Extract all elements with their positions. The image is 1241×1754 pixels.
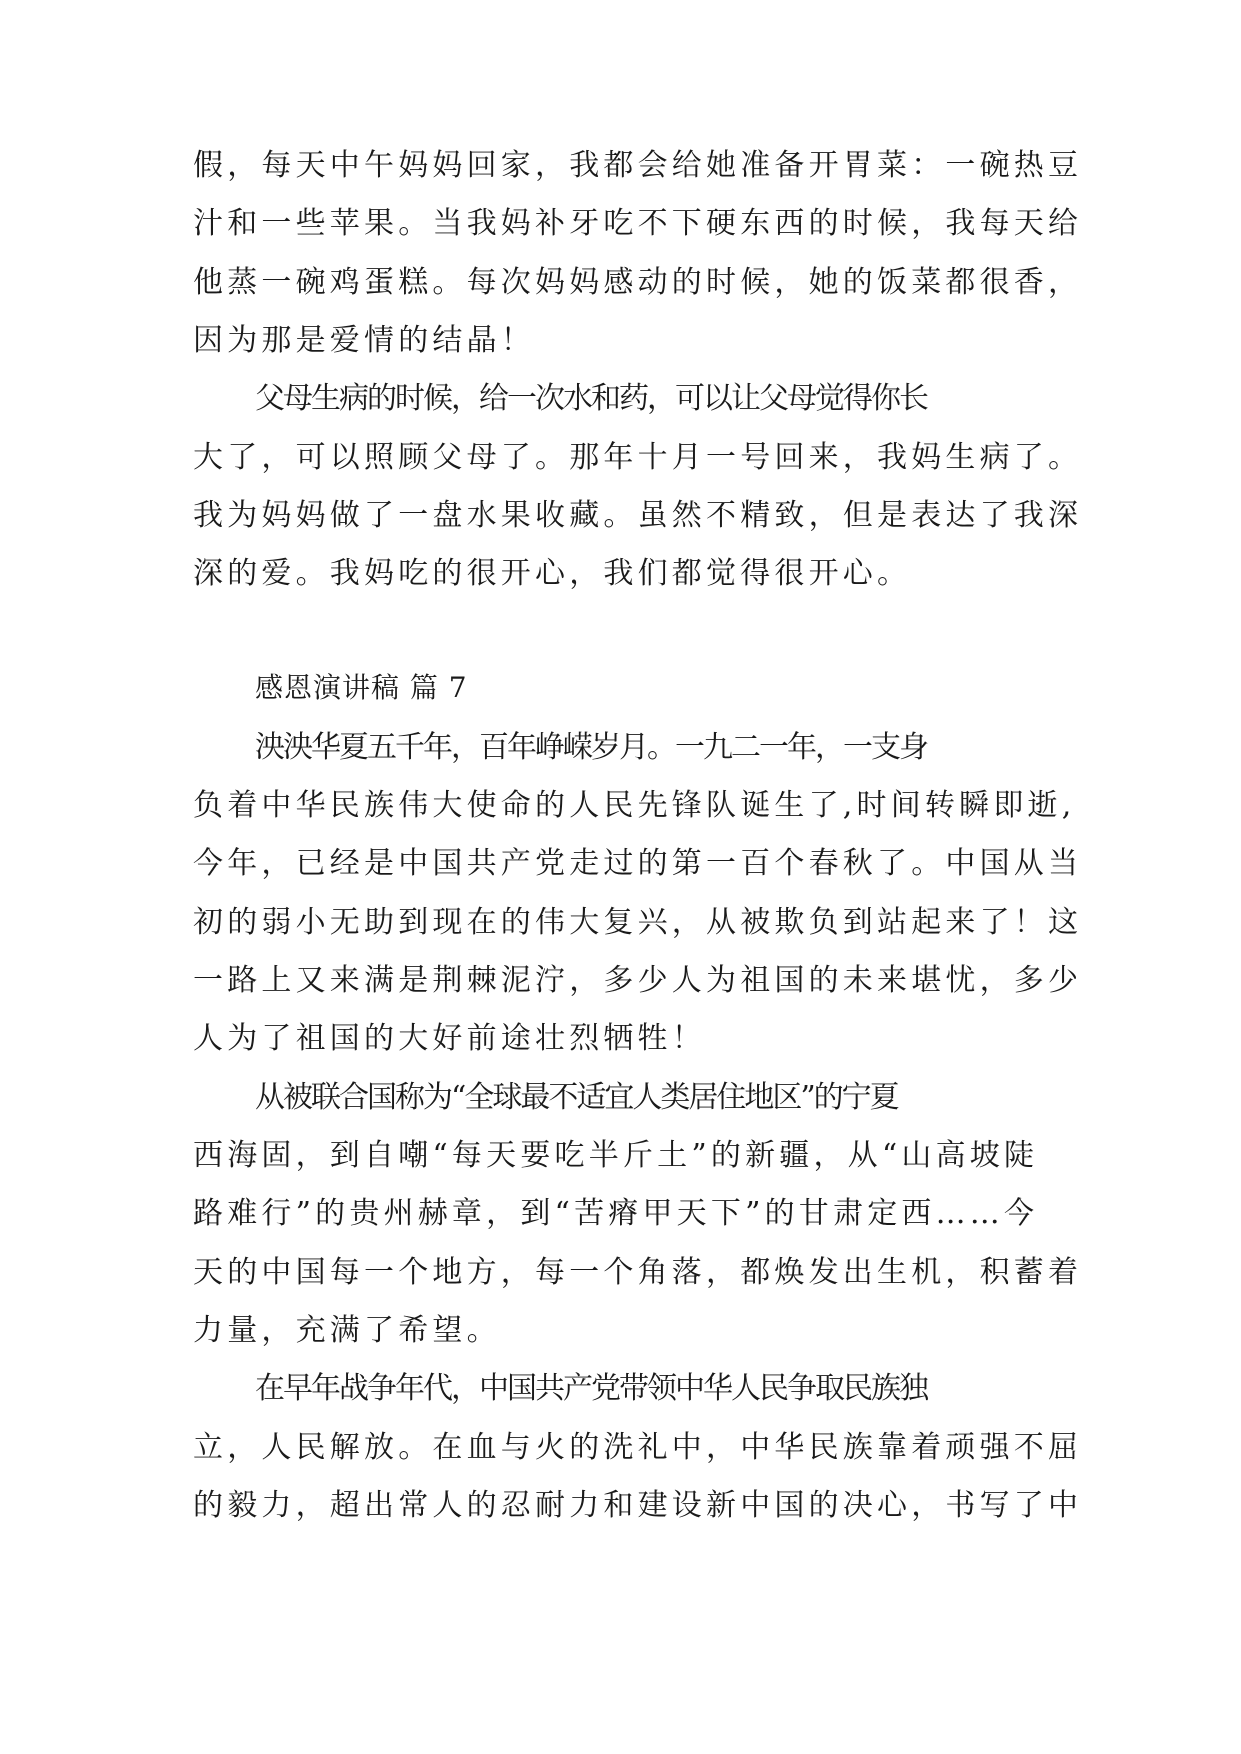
paragraph-3-line-5: 一路上又来满是荆棘泥泞，多少人为祖国的未来堪忧，多少 — [193, 963, 1083, 998]
paragraph-1-line-4: 因为那是爱情的结晶！ — [193, 323, 535, 358]
paragraph-4-line-1: 从被联合国称为“全球最不适宜人类居住地区”的宁夏 — [255, 1080, 898, 1115]
paragraph-2-line-4: 深的爱。我妈吃的很开心，我们都觉得很开心。 — [193, 556, 912, 591]
paragraph-4-line-3: 路难行”的贵州赫章，到“苦瘠甲天下”的甘肃定西……今 — [193, 1196, 1039, 1231]
paragraph-4-line-5: 力量，充满了希望。 — [193, 1313, 501, 1348]
paragraph-5-line-1: 在早年战争年代，中国共产党带领中华人民争取民族独 — [255, 1371, 927, 1406]
paragraph-3-line-4: 初的弱小无助到现在的伟大复兴，从被欺负到站起来了！这 — [193, 905, 1083, 940]
section-heading: 感恩演讲稿 篇 7 — [255, 671, 468, 704]
paragraph-3-line-6: 人为了祖国的大好前途壮烈牺牲！ — [193, 1021, 706, 1056]
paragraph-5-line-2: 立，人民解放。在血与火的洗礼中，中华民族靠着顽强不屈 — [193, 1430, 1083, 1465]
paragraph-3-line-3: 今年，已经是中国共产党走过的第一百个春秋了。中国从当 — [193, 846, 1083, 881]
paragraph-3-line-1: 泱泱华夏五千年，百年峥嵘岁月。一九二一年，一支身 — [255, 730, 927, 765]
paragraph-1-line-1: 假，每天中午妈妈回家，我都会给她准备开胃菜：一碗热豆 — [193, 148, 1083, 183]
paragraph-1-line-3: 他蒸一碗鸡蛋糕。每次妈妈感动的时候，她的饭菜都很香， — [193, 265, 1083, 300]
paragraph-4-line-2: 西海固，到自嘲“每天要吃半斤土”的新疆，从“山高坡陡 — [193, 1138, 1039, 1173]
paragraph-2-line-2: 大了，可以照顾父母了。那年十月一号回来，我妈生病了。 — [193, 440, 1083, 475]
paragraph-5-line-3: 的毅力，超出常人的忍耐力和建设新中国的决心，书写了中 — [193, 1488, 1083, 1523]
paragraph-3-line-2: 负着中华民族伟大使命的人民先锋队诞生了,时间转瞬即逝, — [193, 788, 1076, 823]
paragraph-2-line-3: 我为妈妈做了一盘水果收藏。虽然不精致，但是表达了我深 — [193, 498, 1083, 533]
paragraph-2-line-1: 父母生病的时候，给一次水和药，可以让父母觉得你长 — [255, 381, 927, 416]
paragraph-1-line-2: 汁和一些苹果。当我妈补牙吃不下硬东西的时候，我每天给 — [193, 206, 1083, 241]
paragraph-4-line-4: 天的中国每一个地方，每一个角落，都焕发出生机，积蓄着 — [193, 1255, 1083, 1290]
